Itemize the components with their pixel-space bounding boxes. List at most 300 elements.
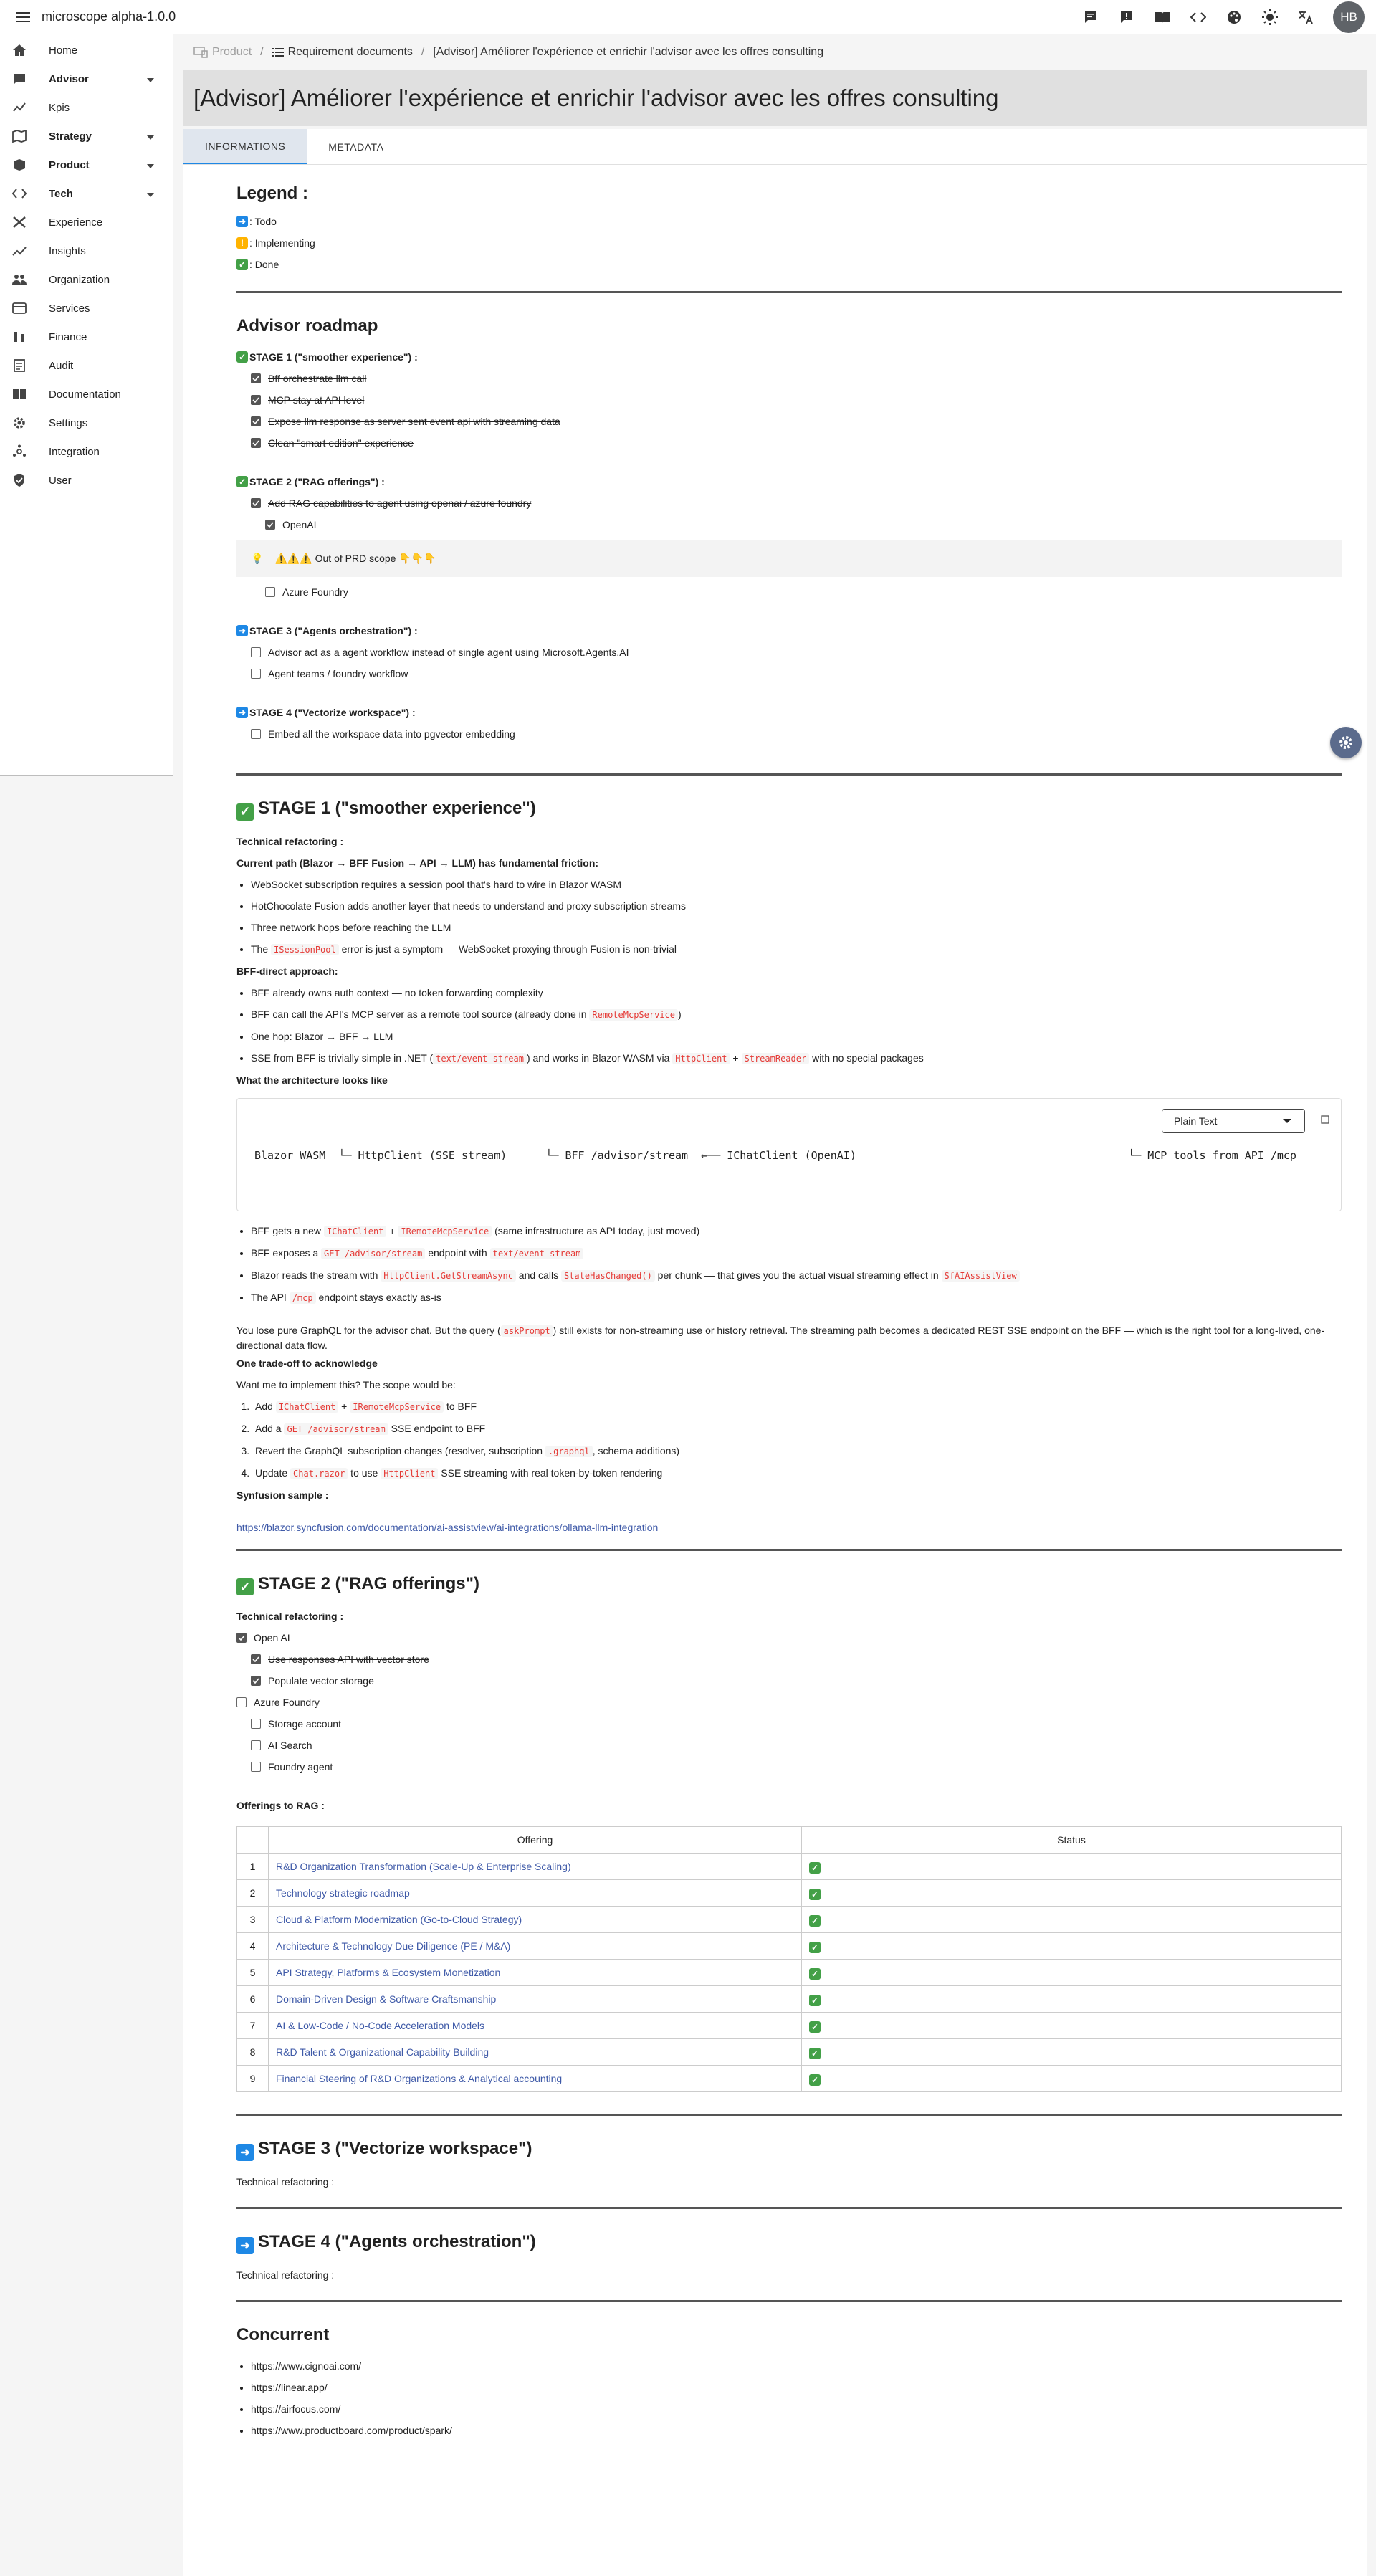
legend-title: Legend :	[236, 183, 308, 203]
tab-metadata[interactable]: METADATA	[328, 140, 384, 153]
checkbox[interactable]	[251, 438, 261, 448]
card-icon	[11, 300, 27, 316]
check-mark-icon: ✓	[236, 476, 248, 487]
chevron-down-icon[interactable]	[147, 73, 154, 85]
offerings-table	[236, 1826, 1342, 2092]
list-item	[251, 389, 1342, 411]
finance-icon	[11, 329, 27, 345]
text: , schema additions)	[592, 1444, 680, 1456]
chevron-down-icon[interactable]	[147, 159, 154, 171]
checkbox[interactable]	[251, 498, 261, 508]
arrow-right-icon: ➜	[236, 2237, 254, 2254]
text: +	[386, 1224, 398, 1236]
roadmap-title: Advisor roadmap	[236, 316, 378, 335]
checkbox[interactable]	[251, 416, 261, 426]
text: to BFF	[444, 1400, 477, 1412]
offerings-title: Offerings to RAG :	[236, 1800, 325, 1811]
checkbox[interactable]	[251, 1676, 261, 1686]
list-item	[251, 1287, 1342, 1309]
check-mark-icon: ✓	[809, 1995, 821, 2006]
bff-list	[251, 982, 1342, 1069]
task-label: Add RAG capabilities to agent using openai / azure foundry	[268, 497, 532, 509]
gear-icon	[1338, 735, 1354, 750]
breadcrumb-current: [Advisor] Améliorer l'expérience et enrichir l'advisor avec les offres consulting	[433, 46, 824, 58]
list-item	[252, 1440, 1342, 1462]
status-cell	[802, 1907, 1342, 1933]
breadcrumb-requirements[interactable]: Requirement documents	[287, 46, 413, 58]
text: Revert the GraphQL subscription changes (resolver, subscription	[255, 1444, 545, 1456]
sidebar-item-user[interactable]	[0, 466, 173, 495]
divider	[236, 2300, 1342, 2302]
offering-link[interactable]: Domain-Driven Design & Software Craftsmanship	[276, 1993, 497, 2005]
sidebar-item-experience[interactable]	[0, 208, 173, 237]
stage2-title	[236, 1574, 1342, 1596]
chat-icon[interactable]	[1078, 4, 1104, 30]
concurrent-title: Concurrent	[236, 2325, 330, 2344]
copy-icon[interactable]	[1321, 1115, 1329, 1127]
feedback-icon[interactable]	[1114, 4, 1140, 30]
list-item: • WebSocket subscription requires a session pool that's hard to wire in Blazor WASM	[251, 874, 1342, 895]
settings-fab[interactable]	[1330, 727, 1362, 758]
advisor-icon	[11, 71, 27, 87]
legend-implementing-label: : Implementing	[249, 237, 315, 249]
implement-text: Want me to implement this? The scope would be:	[236, 1378, 456, 1390]
legend-done	[236, 254, 1342, 275]
breadcrumb-product[interactable]: Product	[212, 46, 252, 58]
text: ) still exists for non-streaming use or history retrieval. The streaming path becomes a dedicated REST SSE endpoint on the BFF — which is the right tool for a long-lived, one-directional data flow.	[236, 1324, 1325, 1351]
list-item	[251, 432, 1342, 454]
docs-icon[interactable]	[1150, 4, 1175, 30]
table-header-row	[237, 1827, 1342, 1854]
product-icon	[194, 47, 208, 58]
sidebar-item-strategy[interactable]	[0, 122, 173, 151]
inline-code: HttpClient	[381, 1468, 438, 1479]
list-item	[251, 938, 1342, 960]
list-item	[251, 1670, 1342, 1692]
language-select-value: Plain Text	[1174, 1115, 1218, 1127]
text: +	[338, 1400, 350, 1412]
stage4-title	[236, 2232, 1342, 2254]
offering-cell	[269, 1907, 802, 1933]
trend-icon	[11, 243, 27, 259]
text: SSE streaming with real token-by-token rendering	[438, 1466, 663, 1479]
stage3-title-text: STAGE 3 ("Vectorize workspace")	[258, 2139, 532, 2158]
sidebar-item-organization[interactable]	[0, 265, 173, 294]
sidebar-item-label: Settings	[49, 416, 88, 429]
offering-cell	[269, 1960, 802, 1986]
inline-code: GET /advisor/stream	[284, 1423, 388, 1435]
audit-icon	[11, 358, 27, 373]
check-mark-icon: ✓	[809, 2021, 821, 2033]
table-row	[237, 1986, 1342, 2013]
hub-icon	[11, 444, 27, 459]
list-item	[251, 411, 1342, 432]
offering-link[interactable]: R&D Organization Transformation (Scale-Up & Enterprise Scaling)	[276, 1861, 571, 1872]
text: endpoint stays exactly as-is	[315, 1291, 441, 1303]
check-mark-icon: ✓	[809, 2048, 821, 2059]
inline-code: IRemoteMcpService	[350, 1401, 444, 1413]
table-header-offering: Offering	[269, 1827, 802, 1854]
app-bar	[0, 0, 1376, 34]
divider	[236, 1549, 1342, 1551]
row-index: 9	[237, 2066, 269, 2092]
list-item	[251, 1220, 1342, 1242]
sidebar-item-label: User	[49, 474, 72, 487]
legend-done-label: : Done	[249, 259, 280, 270]
check-mark-icon: ✓	[236, 803, 254, 821]
status-cell	[802, 1854, 1342, 1880]
stage1-title	[236, 798, 1342, 821]
offering-link[interactable]: Technology strategic roadmap	[276, 1887, 410, 1899]
sidebar-item-tech[interactable]	[0, 179, 173, 208]
list-item	[252, 1462, 1342, 1484]
checkbox[interactable]	[265, 520, 275, 530]
checkbox[interactable]	[251, 647, 261, 657]
friction-list	[251, 874, 1342, 938]
palette-icon[interactable]	[1221, 4, 1247, 30]
competitor-link[interactable]: https://linear.app/	[251, 2382, 328, 2393]
sidebar-item-label: Documentation	[49, 388, 121, 401]
status-cell	[802, 1933, 1342, 1960]
text: Add a	[255, 1422, 285, 1434]
architecture-list	[251, 1220, 1342, 1309]
list-item	[251, 1047, 1342, 1069]
text: Blazor reads the stream with	[251, 1269, 381, 1281]
inline-code: text/event-stream	[490, 1248, 584, 1259]
sidebar-item-label: Tech	[49, 187, 73, 200]
main-content	[183, 34, 1367, 2576]
status-cell	[802, 1986, 1342, 2013]
breadcrumb	[183, 34, 1367, 70]
task-label: OpenAI	[282, 519, 317, 530]
text: +	[730, 1051, 742, 1064]
list-item	[251, 1713, 1342, 1735]
offering-cell	[269, 1933, 802, 1960]
inline-code: StreamReader	[742, 1053, 810, 1064]
roadmap-stage2-label: STAGE 2 ("RAG offerings") :	[249, 476, 385, 487]
list-item	[251, 663, 1342, 684]
list-item	[252, 1396, 1342, 1418]
sidebar	[0, 34, 173, 776]
inline-code: StateHasChanged()	[561, 1270, 655, 1282]
task-label: MCP stay at API level	[268, 394, 365, 406]
inline-code: text/event-stream	[433, 1053, 527, 1064]
list-item	[251, 2398, 1342, 2420]
code-icon[interactable]	[1185, 4, 1211, 30]
table-row	[237, 1933, 1342, 1960]
text: ) and works in Blazor WASM via	[526, 1051, 673, 1064]
text: Add	[255, 1400, 276, 1412]
task-label: Bff orchestrate llm call	[268, 373, 367, 384]
sidebar-item-documentation[interactable]	[0, 380, 173, 409]
chevron-down-icon	[1283, 1119, 1291, 1123]
inline-code: .graphql	[545, 1446, 593, 1457]
stage1-tech-label: Technical refactoring :	[236, 835, 344, 847]
text: The	[251, 943, 272, 955]
stage3-title	[236, 2139, 1342, 2161]
offering-cell	[269, 2013, 802, 2039]
list-item	[251, 723, 1342, 745]
chevron-down-icon[interactable]	[147, 130, 154, 143]
inline-code: Chat.razor	[290, 1468, 348, 1479]
sidebar-item-label: Services	[49, 302, 90, 315]
list-item: • HotChocolate Fusion adds another layer that needs to understand and proxy subscription streams	[251, 895, 1342, 917]
friction-list-extra	[251, 938, 1342, 960]
document-content	[183, 165, 1367, 2576]
translate-icon[interactable]	[1293, 4, 1319, 30]
checkbox[interactable]	[251, 729, 261, 739]
status-cell	[802, 2013, 1342, 2039]
inline-code: HttpClient.GetStreamAsync	[381, 1270, 516, 1282]
list-item	[236, 1692, 1342, 1713]
task-label: Storage account	[268, 1718, 341, 1730]
stage2-tech-label: Technical refactoring :	[236, 1611, 344, 1622]
checkbox[interactable]	[251, 1654, 261, 1664]
table-row	[237, 1907, 1342, 1933]
sidebar-item-label: Home	[49, 44, 78, 57]
kpi-icon	[11, 100, 27, 115]
offering-cell	[269, 2066, 802, 2092]
divider	[236, 773, 1342, 776]
brightness-icon[interactable]	[1257, 4, 1283, 30]
competitor-link[interactable]: https://airfocus.com/	[251, 2403, 341, 2415]
home-icon	[11, 42, 27, 58]
text: BFF gets a new	[251, 1224, 324, 1236]
text: to use	[348, 1466, 381, 1479]
task-label: Embed all the workspace data into pgvector embedding	[268, 728, 515, 740]
table-row	[237, 2013, 1342, 2039]
checkbox[interactable]	[251, 1762, 261, 1772]
chevron-down-icon[interactable]	[147, 188, 154, 200]
text: )	[678, 1008, 682, 1020]
map-icon	[11, 128, 27, 144]
sidebar-item-kpis[interactable]	[0, 93, 173, 122]
list-item	[236, 1627, 1342, 1649]
competitor-link[interactable]: https://www.productboard.com/product/spark/	[251, 2425, 452, 2436]
check-mark-icon: ✓	[809, 1968, 821, 1980]
check-mark-icon: ✓	[809, 2074, 821, 2086]
checkbox[interactable]	[265, 587, 275, 597]
competitor-link[interactable]: https://www.cignoai.com/	[251, 2360, 362, 2372]
sidebar-item-label: Experience	[49, 216, 103, 229]
list-item	[265, 581, 1342, 603]
check-mark-icon: ✓	[236, 1578, 254, 1595]
divider	[236, 2207, 1342, 2209]
inline-code: SfAIAssistView	[942, 1270, 1020, 1282]
tabs	[183, 129, 1367, 165]
sidebar-item-label: Product	[49, 158, 90, 171]
task-label: AI Search	[268, 1740, 312, 1751]
text: BFF exposes a	[251, 1246, 322, 1259]
roadmap-stage1-label: STAGE 1 ("smoother experience") :	[249, 351, 418, 363]
sample-link[interactable]: https://blazor.syncfusion.com/documentation/ai-assistview/ai-integrations/ollama-llm-integration	[236, 1521, 659, 1533]
list-icon	[272, 48, 284, 57]
offering-link[interactable]: Cloud & Platform Modernization (Go-to-Cloud Strategy)	[276, 1914, 522, 1925]
text: with no special packages	[809, 1051, 924, 1064]
table-row	[237, 1854, 1342, 1880]
inline-code: IChatClient	[276, 1401, 338, 1413]
sidebar-item-label: Organization	[49, 273, 110, 286]
inline-code: ISessionPool	[271, 944, 339, 955]
text: and calls	[515, 1269, 561, 1281]
roadmap-stage1-title	[236, 346, 1342, 368]
stage1-title-text: STAGE 1 ("smoother experience")	[258, 798, 536, 818]
list-item	[251, 368, 1342, 389]
checkbox[interactable]	[236, 1633, 247, 1643]
offering-cell	[269, 1854, 802, 1880]
code-text: Blazor WASM └─ HttpClient (SSE stream) └─ BFF /advisor/stream ←── IChatClient (OpenAI) └─ MCP tools from API /mcp	[254, 1148, 1296, 1162]
inline-code: RemoteMcpService	[589, 1009, 678, 1021]
inline-code: /mcp	[290, 1292, 316, 1304]
inline-code: askPrompt	[501, 1325, 553, 1337]
row-index: 2	[237, 1880, 269, 1907]
callout-text: ⚠️⚠️⚠️ Out of PRD scope 👇👇👇	[274, 552, 436, 564]
status-cell	[802, 1880, 1342, 1907]
list-item	[251, 1003, 1342, 1026]
sidebar-item-home[interactable]	[0, 36, 173, 65]
sidebar-item-product[interactable]	[0, 151, 173, 179]
text: SSE endpoint to BFF	[388, 1422, 486, 1434]
check-mark-icon: ✓	[809, 1862, 821, 1874]
task-label: Foundry agent	[268, 1761, 333, 1773]
offering-cell	[269, 2039, 802, 2066]
text: SSE from BFF is trivially simple in .NET (	[251, 1051, 434, 1064]
arrow-right-icon: ➜	[236, 2144, 254, 2161]
avatar[interactable]: HB	[1333, 1, 1365, 33]
checkbox[interactable]	[251, 373, 261, 383]
legend-implementing	[236, 232, 1342, 254]
bff-title: BFF-direct approach:	[236, 965, 338, 977]
text: per chunk — that gives you the actual visual streaming effect in	[654, 1269, 942, 1281]
task-label: Clean "smart edition" experience	[268, 437, 414, 449]
box-icon	[11, 157, 27, 173]
app-title: microscope alpha-1.0.0	[42, 9, 176, 24]
list-item	[251, 2377, 1342, 2398]
task-label: Open AI	[254, 1632, 290, 1644]
stage3-tech-label: Technical refactoring :	[236, 2176, 335, 2188]
concurrent-list	[251, 2355, 1342, 2441]
list-item	[265, 514, 1342, 535]
check-mark-icon: ✓	[236, 351, 248, 363]
tab-informations[interactable]: INFORMATIONS	[183, 129, 307, 164]
row-index: 3	[237, 1907, 269, 1933]
table-row	[237, 2066, 1342, 2092]
table-row	[237, 1880, 1342, 1907]
people-icon	[11, 272, 27, 287]
sidebar-item-insights[interactable]	[0, 237, 173, 265]
task-label: Agent teams / foundry workflow	[268, 668, 408, 679]
breadcrumb-separator: /	[421, 46, 425, 58]
stage1-current-path: Current path (Blazor → BFF Fusion → API → LLM) has fundamental friction:	[236, 857, 599, 869]
arrow-right-icon: ➜	[236, 625, 248, 636]
construction-icon: !	[236, 237, 248, 249]
task-label: Use responses API with vector store	[268, 1654, 429, 1665]
roadmap-stage3-label: STAGE 3 ("Agents orchestration") :	[249, 625, 418, 636]
sidebar-item-label: Finance	[49, 330, 87, 343]
menu-icon[interactable]	[16, 11, 30, 23]
text: Update	[255, 1466, 291, 1479]
task-label: Azure Foundry	[282, 586, 348, 598]
sidebar-item-advisor[interactable]	[0, 65, 173, 93]
sidebar-item-audit[interactable]	[0, 351, 173, 380]
page-title: [Advisor] Améliorer l'expérience et enrichir l'advisor avec les offres consulting	[183, 70, 1367, 126]
divider	[236, 2114, 1342, 2116]
list-item	[252, 1418, 1342, 1440]
list-item	[251, 2420, 1342, 2441]
sidebar-item-finance[interactable]	[0, 323, 173, 351]
offering-link[interactable]: Financial Steering of R&D Organizations & Analytical accounting	[276, 2073, 563, 2084]
list-item: • Three network hops before reaching the LLM	[251, 917, 1342, 938]
offering-link[interactable]: Architecture & Technology Due Diligence (PE / M&A)	[276, 1940, 511, 1952]
sidebar-item-label: Kpis	[49, 101, 70, 114]
stage2-title-text: STAGE 2 ("RAG offerings")	[258, 1573, 479, 1593]
list-item	[251, 492, 1342, 514]
stage4-title-text: STAGE 4 ("Agents orchestration")	[258, 2232, 536, 2251]
inline-code: GET /advisor/stream	[321, 1248, 425, 1259]
gear-icon	[11, 415, 27, 431]
sidebar-item-integration[interactable]	[0, 437, 173, 466]
text: BFF can call the API's MCP server as a remote tool source (already done in	[251, 1008, 590, 1020]
checkbox[interactable]	[251, 395, 261, 405]
list-item	[251, 1649, 1342, 1670]
check-mark-icon: ✓	[809, 1915, 821, 1927]
offering-link[interactable]: R&D Talent & Organizational Capability Building	[276, 2046, 489, 2058]
list-item: • BFF already owns auth context — no token forwarding complexity	[251, 982, 1342, 1003]
table-header-status: Status	[802, 1827, 1342, 1854]
offering-cell	[269, 1880, 802, 1907]
checkbox[interactable]	[251, 1740, 261, 1750]
inline-code: HttpClient	[672, 1053, 730, 1064]
language-select[interactable]	[1162, 1109, 1305, 1133]
roadmap-stage4-title	[236, 702, 1342, 723]
status-cell	[802, 2039, 1342, 2066]
checkbox[interactable]	[251, 669, 261, 679]
task-label: Advisor act as a agent workflow instead of single agent using Microsoft.Agents.AI	[268, 647, 629, 658]
sidebar-item-settings[interactable]	[0, 409, 173, 437]
roadmap-stage4-label: STAGE 4 ("Vectorize workspace") :	[249, 707, 416, 718]
checkbox[interactable]	[236, 1697, 247, 1707]
sidebar-item-services[interactable]	[0, 294, 173, 323]
row-index: 6	[237, 1986, 269, 2013]
text: The API	[251, 1291, 290, 1303]
table-row	[237, 2039, 1342, 2066]
row-index: 4	[237, 1933, 269, 1960]
roadmap-stage3-title	[236, 620, 1342, 641]
divider	[236, 291, 1342, 293]
checkbox[interactable]	[251, 1719, 261, 1729]
sample-title: Synfusion sample :	[236, 1489, 329, 1501]
list-item	[251, 1756, 1342, 1778]
text: error is just a symptom — WebSocket proxying through Fusion is non-trivial	[338, 943, 677, 955]
steps-list	[252, 1396, 1342, 1484]
lightbulb-icon: 💡	[251, 552, 264, 564]
offering-link[interactable]: API Strategy, Platforms & Ecosystem Monetization	[276, 1967, 501, 1978]
table-row	[237, 1960, 1342, 1986]
arrow-right-icon: ➜	[236, 707, 248, 718]
sidebar-item-label: Advisor	[49, 72, 89, 85]
list-item	[251, 1264, 1342, 1287]
list-item	[251, 641, 1342, 663]
list-item	[251, 1735, 1342, 1756]
tools-icon	[11, 214, 27, 230]
task-label: Populate vector storage	[268, 1675, 374, 1687]
callout	[236, 540, 1342, 577]
arrow-right-icon: ➜	[236, 216, 248, 227]
row-index: 7	[237, 2013, 269, 2039]
inline-code: IRemoteMcpService	[398, 1226, 492, 1237]
sidebar-item-label: Integration	[49, 445, 100, 458]
offering-link[interactable]: AI & Low-Code / No-Code Acceleration Models	[276, 2020, 485, 2031]
